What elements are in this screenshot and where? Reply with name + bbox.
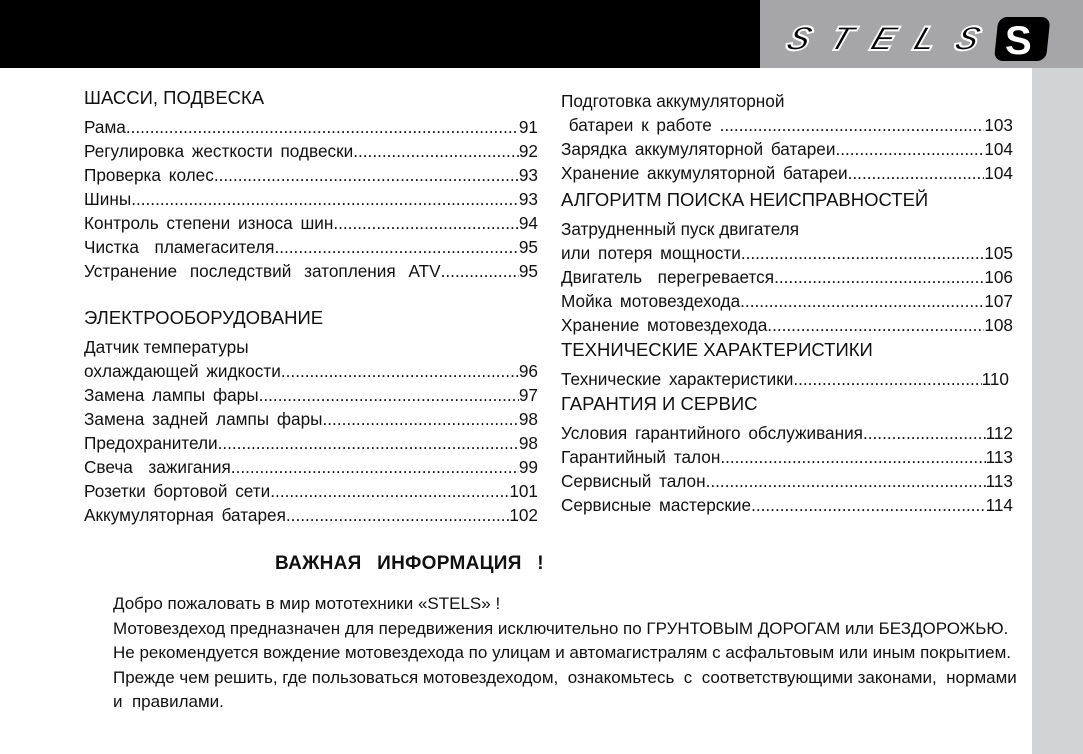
- leader-dots: [286, 503, 509, 527]
- paragraph: Добро пожаловать в мир мототехники «STELS» !: [113, 594, 501, 613]
- section-title: АЛГОРИТМ ПОИСКА НЕИСПРАВНОСТЕЙ: [561, 189, 929, 210]
- toc-item-line1: Подготовка аккумуляторной: [561, 91, 785, 111]
- toc-item[interactable]: Проверка колес ..... 93: [84, 163, 538, 187]
- toc-item[interactable]: Мойка мотовездехода ..... 107: [561, 289, 1013, 313]
- toc-item[interactable]: Сервисный талон ..... 113: [561, 469, 1013, 493]
- svg-text:STELS: STELS: [781, 19, 986, 58]
- toc-item[interactable]: Условия гарантийного обслуживания ..... 112: [561, 421, 1013, 445]
- leader-dots: [720, 445, 985, 469]
- leader-dots: [740, 289, 984, 313]
- leader-dots: [751, 493, 986, 517]
- toc-item[interactable]: Розетки бортовой сети ..... 101: [84, 479, 538, 503]
- important-info-body: [113, 592, 1027, 715]
- leader-dots: [720, 113, 985, 137]
- leader-dots: [231, 455, 519, 479]
- leader-dots: [259, 383, 519, 407]
- toc-item[interactable]: Предохранители ..... 98: [84, 431, 538, 455]
- leader-dots: [848, 161, 985, 185]
- toc-item[interactable]: Технические характеристики ..... 110: [561, 367, 1009, 391]
- leader-dots: [767, 313, 984, 337]
- toc-item[interactable]: Двигатель перегревается ..... 106: [561, 265, 1013, 289]
- leader-dots: [214, 163, 519, 187]
- toc-item[interactable]: Хранение аккумуляторной батареи ..... 104: [561, 161, 1013, 185]
- leader-dots: [793, 367, 981, 391]
- page-edge-strip: [1032, 68, 1083, 754]
- leader-dots: [281, 359, 519, 383]
- leader-dots: [353, 139, 519, 163]
- leader-dots: [270, 479, 509, 503]
- important-info-heading: ВАЖНАЯ ИНФОРМАЦИЯ !: [275, 553, 544, 574]
- toc-item[interactable]: Замена лампы фары ..... 97: [84, 383, 538, 407]
- leader-dots: [126, 115, 519, 139]
- toc-left-column: [84, 85, 538, 527]
- toc-item[interactable]: Хранение мотовездехода ..... 108: [561, 313, 1013, 337]
- toc-item[interactable]: Аккумуляторная батарея ..... 102: [84, 503, 538, 527]
- leader-dots: [218, 431, 519, 455]
- leader-dots: [835, 137, 984, 161]
- section-title: ГАРАНТИЯ И СЕРВИС: [561, 393, 758, 414]
- toc-right-column: [561, 89, 1013, 517]
- leader-dots: [333, 211, 519, 235]
- toc-item[interactable]: батареи к работе ..... 103: [561, 113, 1013, 137]
- toc-item[interactable]: Контроль степени износа шин ..... 94: [84, 211, 538, 235]
- paragraph: Мотовездеход предназначен для передвижения исключительно по ГРУНТОВЫМ ДОРОГАМ или БЕЗДОРОЖЬЮ. Не рекомендуется вождение мотовездехода по улицам и автомагистралям с асфальтовым или иным покрытием.: [113, 618, 1012, 662]
- stels-logo-icon: [780, 12, 1070, 62]
- toc-item[interactable]: Рама ..... 91: [84, 115, 538, 139]
- leader-dots: [741, 241, 984, 265]
- section-title: ЭЛЕКТРООБОРУДОВАНИЕ: [84, 307, 324, 328]
- toc-item[interactable]: Чистка пламегасителя ..... 95: [84, 235, 538, 259]
- leader-dots: [274, 235, 518, 259]
- leader-dots: [131, 187, 519, 211]
- toc-item[interactable]: Гарантийный талон ..... 113: [561, 445, 1013, 469]
- toc-item[interactable]: Регулировка жесткости подвески ..... 92: [84, 139, 538, 163]
- toc-item[interactable]: Шины ..... 93: [84, 187, 538, 211]
- section-title: ШАССИ, ПОДВЕСКА: [84, 87, 265, 108]
- toc-item-line1: Датчик температуры: [84, 337, 249, 357]
- leader-dots: [863, 421, 986, 445]
- leader-dots: [441, 259, 519, 283]
- toc-item[interactable]: Устранение последствий затопления ATV ..... 95: [84, 259, 538, 283]
- svg-text:S: S: [1005, 19, 1032, 62]
- leader-dots: [323, 407, 519, 431]
- header-black-bar: [0, 0, 760, 68]
- toc-item[interactable]: Свеча зажигания ..... 99: [84, 455, 538, 479]
- toc-item[interactable]: или потеря мощности ..... 105: [561, 241, 1013, 265]
- leader-dots: [774, 265, 984, 289]
- toc-item[interactable]: Зарядка аккумуляторной батареи ..... 104: [561, 137, 1013, 161]
- paragraph: Прежде чем решить, где пользоваться мотовездеходом, ознакомьтесь с соответствующими законами, нормами и правилами.: [113, 667, 1027, 711]
- toc-item[interactable]: Сервисные мастерские ..... 114: [561, 493, 1013, 517]
- toc-item[interactable]: охлаждающей жидкости ..... 96: [84, 359, 538, 383]
- toc-item[interactable]: Замена задней лампы фары ..... 98: [84, 407, 538, 431]
- toc-item-line1: Затрудненный пуск двигателя: [561, 219, 800, 239]
- section-title: ТЕХНИЧЕСКИЕ ХАРАКТЕРИСТИКИ: [561, 339, 873, 360]
- leader-dots: [706, 469, 986, 493]
